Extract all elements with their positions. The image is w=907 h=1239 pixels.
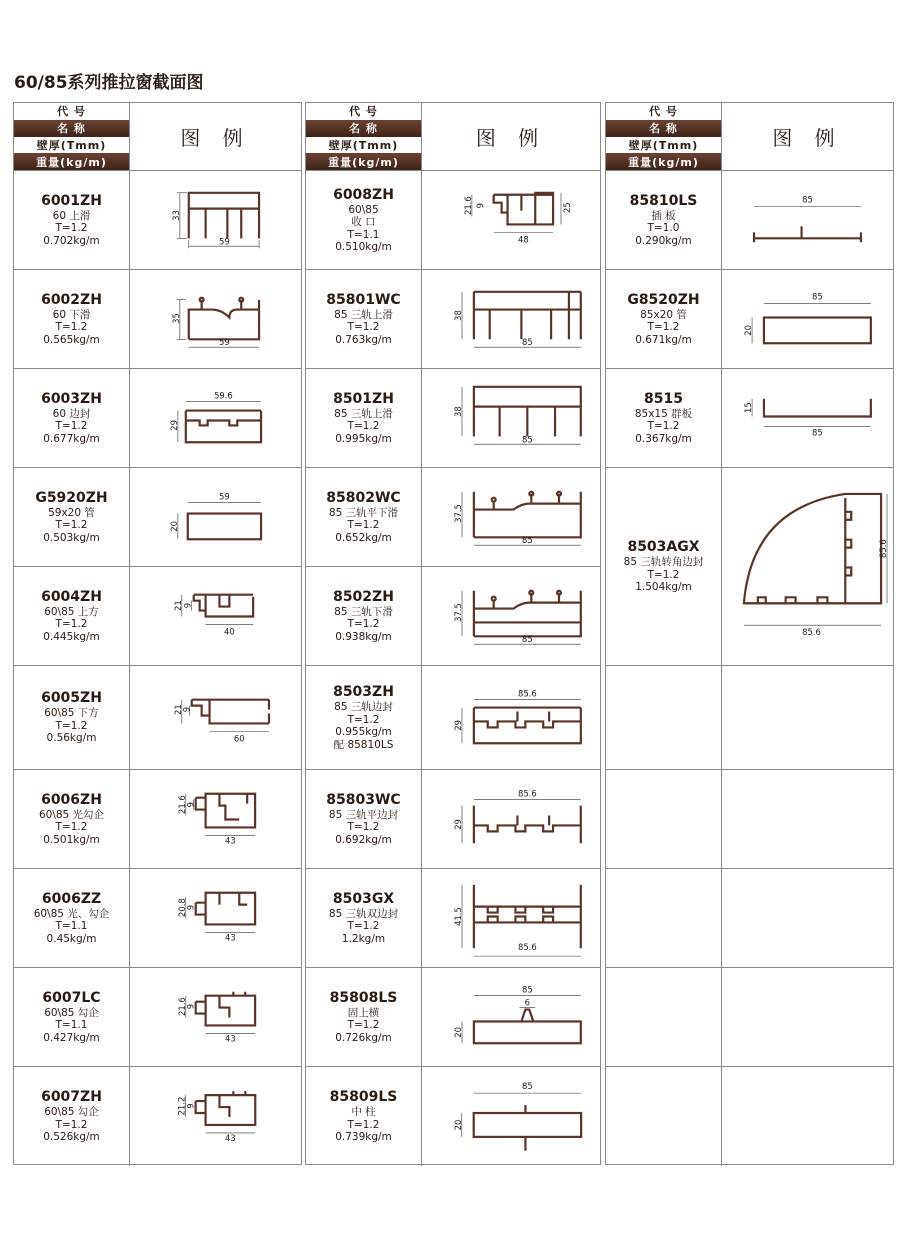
profile-code: 8501ZH: [333, 390, 394, 407]
dimension-label: 29: [168, 420, 179, 431]
profile-weight: 0.526kg/m: [43, 1131, 100, 1144]
dimension-label: 35: [170, 313, 181, 324]
profile-thickness: T=1.2: [347, 618, 380, 631]
dimension-label: 21.6: [176, 795, 187, 815]
profile-thickness: T=1.2: [347, 1019, 380, 1032]
profile-code: 8515: [644, 390, 683, 407]
profile-drawing: [130, 270, 301, 368]
profile-thickness: T=1.2: [347, 321, 380, 334]
table-row: [306, 1067, 600, 1166]
profile-code: 85801WC: [326, 291, 401, 308]
dimension-label: 21: [172, 600, 183, 611]
dimension-label: 9: [182, 602, 193, 609]
profile-thickness: T=1.2: [55, 618, 88, 631]
profile-code: G8520ZH: [627, 291, 700, 308]
dimension-label: 20: [453, 1026, 464, 1038]
dimension-label: 33: [170, 210, 181, 221]
profile-code: 8503ZH: [333, 684, 394, 700]
profile-name-2: 收 口: [351, 216, 376, 228]
table-row: [14, 171, 301, 270]
profile-drawing: [422, 468, 600, 566]
profile-weight: 0.995kg/m: [335, 432, 392, 445]
thickness-header: 壁厚(Tmm): [606, 137, 721, 154]
dimension-label: 20: [743, 325, 754, 336]
dimension-label: 85: [522, 1081, 533, 1092]
dimension-label: 20: [452, 1119, 463, 1131]
profile-drawing: [722, 171, 893, 269]
profile-code: 85803WC: [326, 791, 401, 808]
profile-code: 6001ZH: [41, 192, 102, 209]
profile-name: 85 三轨转角边封: [623, 556, 704, 569]
empty-row: [606, 770, 893, 869]
profile-name: 85x20 管: [640, 308, 687, 321]
table-row: [14, 567, 301, 666]
profile-code: 6006ZZ: [41, 890, 102, 907]
table-row: [606, 171, 893, 270]
profile-thickness: T=1.2: [647, 321, 680, 334]
profile-thickness: T=1.2: [347, 920, 380, 933]
empty-row: [606, 666, 893, 770]
dimension-label: 20: [168, 521, 179, 532]
profile-thickness: T=1.2: [55, 719, 88, 732]
profile-weight: 0.938kg/m: [335, 630, 392, 643]
profile-drawing: [130, 770, 301, 868]
profile-name: 60\85 光勾企: [38, 808, 105, 821]
empty-row: [606, 1067, 893, 1166]
profile-drawing: [422, 968, 600, 1066]
dimension-label: 85: [802, 194, 813, 205]
empty-row: [606, 869, 893, 968]
profile-weight: 0.739kg/m: [335, 1131, 392, 1144]
dimension-label: 29: [452, 720, 463, 731]
thickness-header: 壁厚(Tmm): [14, 137, 129, 154]
profile-code: 8503AGX: [627, 539, 700, 556]
profile-code: 85809LS: [329, 1089, 398, 1106]
dimension-label: 15: [743, 402, 754, 413]
profile-code: 85808LS: [329, 989, 398, 1006]
dimension-label: 21.6: [176, 997, 187, 1016]
page-title: 60/85系列推拉窗截面图: [14, 73, 204, 93]
profile-drawing: [422, 770, 600, 868]
profile-name: 85 三轨上滑: [334, 308, 393, 321]
profile-thickness: T=1.2: [55, 519, 88, 532]
code-header: 代 号: [14, 103, 129, 120]
profile-weight: 0.565kg/m: [43, 333, 100, 346]
profile-thickness: T=1.2: [55, 222, 88, 235]
profile-thickness: T=1.1: [347, 228, 380, 241]
table-row: [306, 171, 600, 270]
profile-drawing: [130, 171, 301, 269]
dimension-label: 43: [224, 835, 236, 846]
table-row: [14, 869, 301, 968]
dimension-label: 60: [233, 733, 245, 744]
dimension-label: 6: [524, 997, 531, 1008]
profile-name: 60\85 下方: [44, 707, 99, 720]
profile-thickness: T=1.2: [347, 713, 380, 726]
profile-code: 6007ZH: [41, 1089, 102, 1106]
profile-thickness: T=1.2: [647, 420, 680, 433]
profile-thickness: T=1.0: [647, 222, 680, 235]
profile-name: 85 三轨平边封: [328, 808, 399, 821]
profile-weight: 0.677kg/m: [43, 432, 100, 445]
dimension-label: 59.6: [214, 390, 233, 401]
dimension-label: 41.5: [453, 907, 464, 926]
dimension-label: 21.2: [176, 1096, 187, 1116]
profile-drawing: [130, 1067, 301, 1166]
profile-name: 60\85 光、勾企: [33, 907, 110, 920]
figure-header: 图 例: [475, 126, 547, 150]
profile-thickness: T=1.1: [55, 920, 88, 933]
dimension-label: 40: [224, 626, 235, 637]
table-row: [606, 270, 893, 369]
dimension-label: 48: [518, 234, 529, 245]
profile-weight: 0.763kg/m: [335, 333, 392, 346]
name-header: 名 称: [14, 120, 129, 137]
dimension-label: 85: [521, 634, 533, 645]
table-row: [306, 567, 600, 666]
dimension-label: 85: [521, 337, 533, 348]
profile-name: 85 三轨下滑: [334, 605, 393, 618]
profile-drawing: [130, 567, 301, 665]
dimension-label: 59: [219, 236, 230, 247]
weight-header: 重量(kg/m): [306, 153, 421, 170]
dimension-label: 20.8: [176, 898, 187, 917]
profile-weight: 0.501kg/m: [43, 833, 100, 846]
profile-code: 6002ZH: [41, 291, 102, 308]
profile-weight: 0.955kg/m: [335, 726, 392, 738]
profile-drawing: [422, 666, 600, 769]
profile-weight: 0.692kg/m: [335, 833, 392, 846]
profile-drawing: [130, 869, 301, 967]
thickness-header: 壁厚(Tmm): [306, 137, 421, 154]
table-row: [14, 770, 301, 869]
profile-name: 60\85 勾企: [44, 1106, 99, 1119]
profile-name: 85 三轨边封: [334, 701, 393, 713]
profile-code: 6003ZH: [41, 390, 102, 407]
table-header: [606, 103, 893, 171]
profile-thickness: T=1.2: [55, 321, 88, 334]
dimension-label: 9: [185, 904, 196, 911]
profile-name: 85 三轨双边封: [328, 907, 399, 920]
dimension-label: 85: [812, 291, 823, 302]
profile-weight: 0.503kg/m: [43, 531, 100, 544]
dimension-label: 9: [185, 1003, 196, 1010]
dimension-label: 85: [521, 434, 533, 445]
code-header: 代 号: [606, 103, 721, 120]
profile-weight: 0.45kg/m: [46, 932, 97, 945]
profile-code: 6008ZH: [333, 186, 394, 203]
profile-weight: 0.652kg/m: [335, 531, 392, 544]
dimension-label: 25: [561, 202, 572, 213]
dimension-label: 85: [521, 984, 533, 995]
profile-thickness: T=1.2: [347, 519, 380, 532]
profile-table-2: [305, 102, 601, 1165]
profile-thickness: T=1.2: [55, 420, 88, 433]
profile-weight: 0.702kg/m: [43, 234, 100, 247]
profile-drawing: [722, 369, 893, 467]
table-row: [14, 369, 301, 468]
dimension-label: 85.6: [517, 942, 537, 953]
profile-thickness: T=1.2: [55, 1118, 88, 1131]
profile-name: 60\85 勾企: [44, 1006, 99, 1019]
code-header: 代 号: [306, 103, 421, 120]
name-header: 名 称: [606, 120, 721, 137]
profile-weight: 0.56kg/m: [46, 732, 97, 745]
profile-weight: 1.2kg/m: [341, 932, 386, 945]
dimension-label: 59: [219, 337, 230, 348]
table-row: [14, 1067, 301, 1166]
profile-drawing: [422, 567, 600, 665]
profile-name: 59x20 管: [48, 506, 95, 519]
dimension-label: 85.6: [802, 627, 821, 638]
profile-code: 8502ZH: [333, 588, 394, 605]
dimension-label: 85: [812, 427, 823, 438]
profile-code: 6006ZH: [41, 791, 102, 808]
profile-code: G5920ZH: [35, 489, 108, 506]
dimension-label: 37.5: [453, 504, 464, 523]
profile-name: 60 上滑: [52, 209, 91, 222]
profile-drawing: [130, 968, 301, 1066]
profile-thickness: T=1.2: [347, 821, 380, 834]
profile-code: 6004ZH: [41, 588, 102, 605]
profile-drawing: [422, 369, 600, 467]
profile-drawing: [422, 1067, 600, 1166]
table-row: [606, 468, 893, 666]
figure-header: 图 例: [772, 126, 843, 150]
dimension-label: 21: [172, 704, 183, 715]
profile-weight: 0.510kg/m: [335, 241, 392, 253]
table-row: [14, 270, 301, 369]
dimension-label: 59: [219, 491, 230, 502]
table-row: [606, 369, 893, 468]
profile-code: 85802WC: [326, 489, 401, 506]
dimension-label: 21.6: [462, 196, 473, 216]
profile-name: 85 三轨平下滑: [328, 506, 399, 519]
dimension-label: 29: [453, 819, 464, 830]
dimension-label: 85.6: [878, 539, 889, 559]
profile-weight: 0.445kg/m: [43, 630, 100, 643]
profile-drawing: [722, 270, 893, 368]
dimension-label: 37.5: [453, 603, 464, 622]
profile-code: 6007LC: [42, 989, 101, 1006]
weight-header: 重量(kg/m): [14, 153, 129, 170]
profile-name: 固上横: [347, 1006, 380, 1019]
table-row: [14, 666, 301, 770]
profile-table-3: [605, 102, 894, 1165]
dimension-label: 85.6: [517, 688, 537, 699]
table-row: [306, 666, 600, 770]
profile-name: 60\85 上方: [44, 605, 99, 618]
dimension-label: 85: [521, 535, 533, 546]
profile-weight: 0.367kg/m: [635, 432, 692, 445]
profile-thickness: T=1.2: [347, 420, 380, 433]
profile-thickness: T=1.1: [55, 1019, 88, 1032]
dimension-label: 9: [474, 202, 485, 209]
dimension-label: 38: [453, 406, 464, 417]
dimension-label: 9: [185, 801, 196, 808]
table-row: [306, 770, 600, 869]
profile-drawing: [130, 468, 301, 566]
profile-table-1: [13, 102, 302, 1165]
dimension-label: 9: [181, 706, 192, 713]
profile-thickness: T=1.2: [647, 568, 680, 581]
name-header: 名 称: [306, 120, 421, 137]
profile-thickness: T=1.2: [347, 1118, 380, 1131]
profile-name: 85x15 群板: [634, 407, 693, 420]
profile-name: 插 板: [651, 209, 676, 222]
profile-name: 60 下滑: [52, 308, 91, 321]
profile-name: 60\85: [348, 203, 379, 216]
table-row: [306, 869, 600, 968]
figure-header: 图 例: [180, 126, 251, 150]
table-row: [14, 468, 301, 567]
dimension-label: 43: [224, 932, 236, 943]
dimension-label: 43: [224, 1033, 236, 1044]
dimension-label: 85.6: [517, 788, 537, 799]
table-row: [14, 968, 301, 1067]
table-row: [306, 270, 600, 369]
profile-drawing: [130, 666, 301, 769]
dimension-label: 9: [185, 1103, 196, 1109]
profile-weight: 0.726kg/m: [335, 1031, 392, 1044]
dimension-label: 43: [225, 1132, 236, 1143]
weight-header: 重量(kg/m): [606, 153, 721, 170]
table-row: [306, 468, 600, 567]
profile-drawing: [422, 171, 600, 269]
profile-weight: 0.427kg/m: [43, 1031, 100, 1044]
profile-weight: 0.671kg/m: [635, 333, 692, 346]
table-header: [14, 103, 301, 171]
profile-thickness: T=1.2: [55, 821, 88, 834]
profile-note: 配 85810LS: [333, 738, 394, 751]
table-header: [306, 103, 600, 171]
profile-weight: 1.504kg/m: [635, 581, 692, 594]
profile-code: 8503GX: [332, 890, 395, 907]
empty-row: [606, 968, 893, 1067]
dimension-label: 38: [453, 310, 464, 321]
profile-drawing: [422, 869, 600, 967]
profile-weight: 0.290kg/m: [635, 234, 692, 247]
profile-name: 60 边封: [52, 407, 91, 420]
profile-code: 6005ZH: [41, 690, 102, 707]
profile-code: 85810LS: [629, 192, 698, 209]
profile-drawing: [130, 369, 301, 467]
table-row: [306, 968, 600, 1067]
profile-drawing: [722, 468, 893, 665]
profile-drawing: [422, 270, 600, 368]
table-row: [306, 369, 600, 468]
profile-name: 中 柱: [351, 1106, 376, 1119]
profile-name: 85 三轨上滑: [334, 407, 393, 420]
